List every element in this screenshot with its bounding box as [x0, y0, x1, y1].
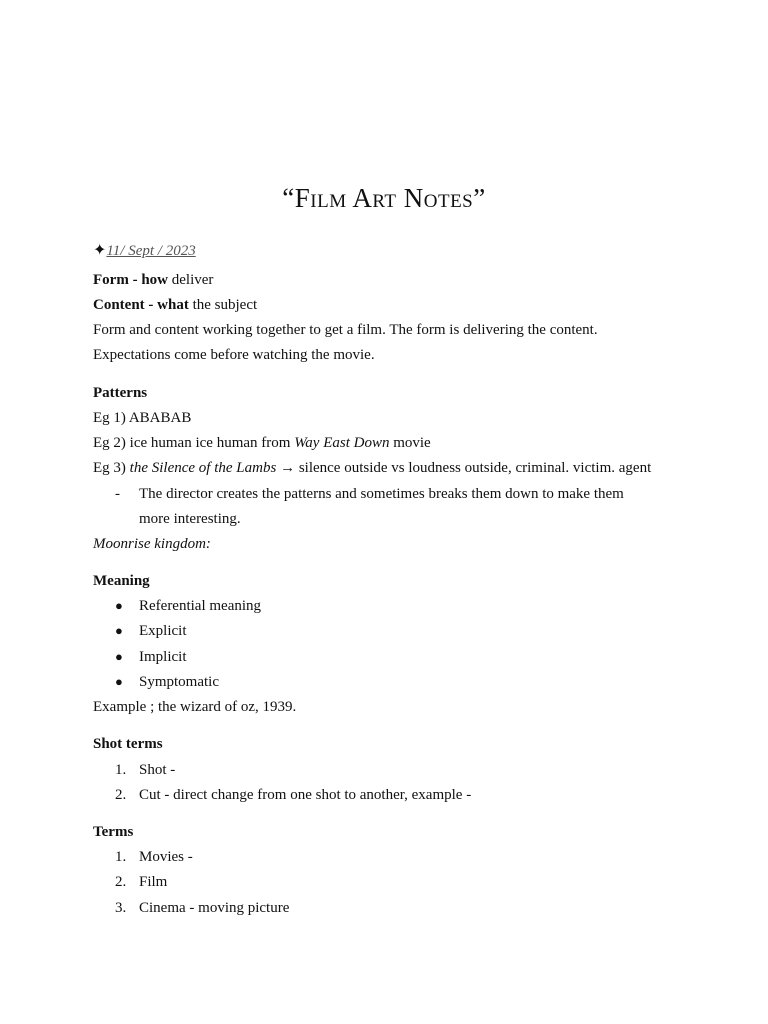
list-item-text: Implicit: [139, 649, 187, 665]
pattern-example-3: [93, 459, 651, 477]
form-dash: -: [128, 272, 142, 288]
list-item: [115, 786, 471, 804]
list-item: [115, 848, 193, 866]
list-number: 1.: [115, 762, 127, 778]
content-dash: -: [144, 297, 158, 313]
list-item: [115, 597, 261, 615]
eg2-prefix: Eg 2) ice human ice human from: [93, 435, 295, 451]
eg3-prefix: Eg 3): [93, 460, 130, 476]
star-icon: ✦: [93, 242, 107, 259]
list-item-text: Explicit: [139, 623, 187, 639]
bullet-icon: ●: [115, 623, 123, 638]
page-title: “Film Art Notes”: [282, 183, 486, 213]
patterns-heading-text: Patterns: [93, 385, 148, 401]
dash-item-line-2: more interesting.: [139, 511, 241, 527]
meaning-example: Example ; the wizard of oz, 1939.: [93, 699, 297, 715]
content-label: Content: [93, 297, 145, 313]
form-rest: deliver: [168, 272, 214, 288]
list-item: [115, 761, 175, 779]
date-line: [93, 242, 196, 260]
paragraph-form-content: Form and content working together to get a film. The form is delivering the content.: [93, 322, 598, 338]
list-item: [115, 622, 187, 640]
list-number: 3.: [115, 900, 127, 916]
list-item-text: Cut - direct change from one shot to another, example -: [139, 787, 472, 803]
eg2-suffix: movie: [389, 435, 431, 451]
shot-terms-heading: [93, 735, 163, 753]
list-item-text: Cinema - moving picture: [139, 900, 290, 916]
bullet-icon: ●: [115, 649, 123, 664]
list-item: [115, 899, 289, 917]
list-item-text: Movies -: [139, 849, 193, 865]
list-item-text: Referential meaning: [139, 598, 262, 614]
paragraph-expectations: Expectations come before watching the movie.: [93, 347, 375, 363]
pattern-example-1: Eg 1) ABABAB: [93, 410, 192, 426]
form-how: how: [141, 272, 169, 288]
date-text: 11/ Sept / 2023: [106, 243, 196, 259]
list-item: [115, 648, 187, 666]
terms-heading-text: Terms: [93, 824, 134, 840]
list-number: 2.: [115, 874, 127, 890]
dash-list-item: [115, 485, 624, 503]
meaning-heading-text: Meaning: [93, 573, 150, 589]
moonrise-kingdom: [93, 535, 211, 553]
content-line: [93, 296, 257, 314]
content-what: what: [157, 297, 189, 313]
dash-marker: -: [115, 486, 120, 502]
form-label: Form: [93, 272, 129, 288]
meaning-heading: [93, 572, 150, 590]
list-number: 2.: [115, 787, 127, 803]
form-line: [93, 271, 213, 289]
list-item: [115, 873, 167, 891]
bullet-icon: ●: [115, 674, 123, 689]
moonrise-text: Moonrise kingdom:: [93, 536, 211, 552]
dash-item-line-1: The director creates the patterns and sometimes breaks them down to make them: [139, 486, 624, 502]
eg2-movie-title: Way East Down: [294, 435, 390, 451]
patterns-heading: [93, 384, 147, 402]
eg3-movie-title: the Silence of the Lambs: [129, 460, 277, 476]
pattern-example-2: [93, 434, 431, 452]
shot-terms-heading-text: Shot terms: [93, 736, 163, 752]
bullet-icon: ●: [115, 598, 123, 613]
terms-heading: [93, 823, 133, 841]
content-rest: the subject: [188, 297, 258, 313]
eg3-suffix: → silence outside vs loudness outside, criminal. victim. agent: [276, 460, 652, 476]
list-item-text: Shot -: [139, 762, 176, 778]
list-item: [115, 673, 219, 691]
list-item-text: Symptomatic: [139, 674, 219, 690]
list-item-text: Film: [139, 874, 168, 890]
list-number: 1.: [115, 849, 127, 865]
